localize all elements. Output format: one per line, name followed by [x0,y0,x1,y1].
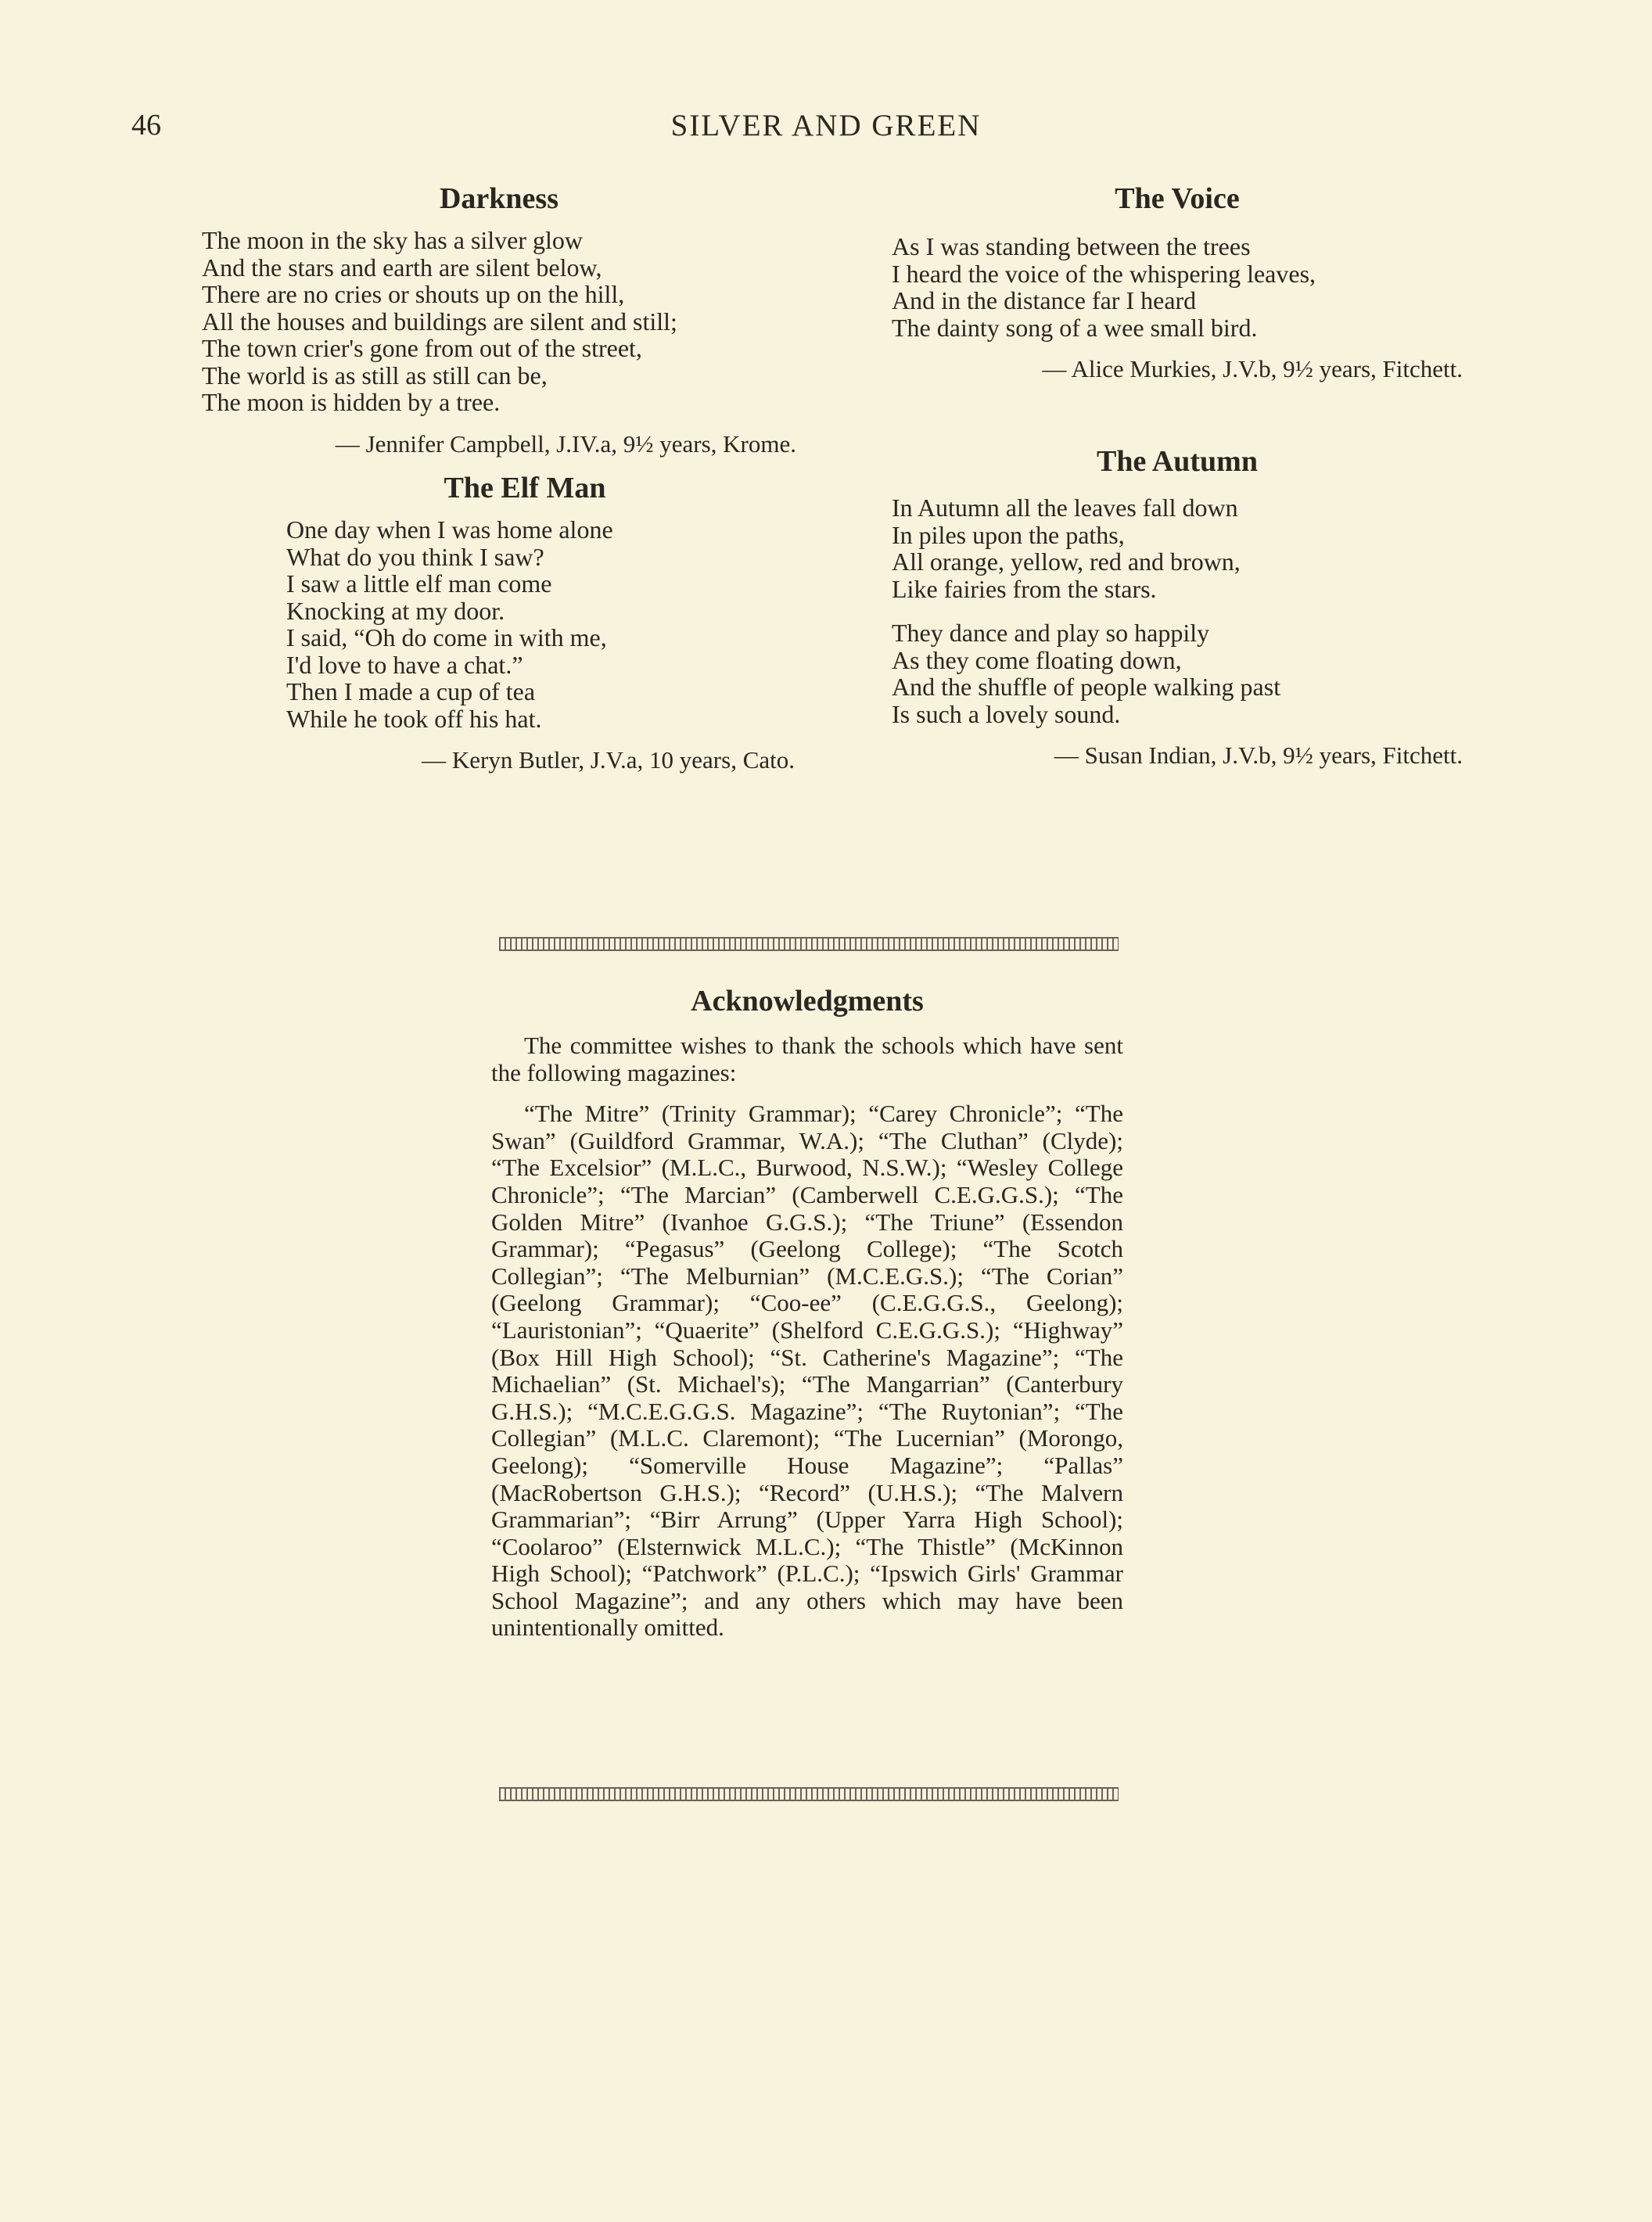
poem-title: Darkness [439,182,559,215]
poem-lines [286,516,795,732]
poem-title: The Autumn [1097,445,1258,478]
poem-lines [892,233,1463,341]
poem-credit: — Jennifer Campbell, J.IV.a, 9½ years, Krome. [335,429,796,458]
poem-line: Is such a lovely sound. [892,699,1121,728]
poem-line: And in the distance far I heard [892,286,1197,314]
poem-stanza [892,619,1463,727]
poem-line: I said, “Oh do come in with me, [286,623,607,652]
acknowledgments-intro: The committee wishes to thank the schools which have sent the following magazines: [491,1032,1123,1086]
poem-stanza [892,494,1463,602]
poem-line: As I was standing between the trees [892,232,1251,260]
poem-line: Knocking at my door. [286,596,505,625]
poem-line: The moon is hidden by a tree. [202,388,501,416]
poem-line: In piles upon the paths, [892,520,1125,549]
poem-line: And the stars and earth are silent below, [202,253,602,282]
poem-credit: — Susan Indian, J.V.b, 9½ years, Fitchett. [1054,741,1463,769]
poem-line: While he took off his hat. [286,704,542,733]
poem-title: The Elf Man [444,472,606,504]
poem-credit: — Alice Murkies, J.V.b, 9½ years, Fitchett. [1042,355,1463,382]
poem-line: There are no cries or shouts up on the hill, [202,280,625,308]
poem-line: What do you think I saw? [286,542,544,571]
poem-line: Then I made a cup of tea [286,677,536,705]
poem-darkness [202,181,796,458]
page-number: 46 [131,109,161,142]
ornamental-divider [499,937,1119,951]
poem-line: The world is as still as still can be, [202,361,548,389]
poem-lines [892,494,1463,727]
poem-line: The town crier's gone from out of the street, [202,334,642,362]
poem-line: And the shuffle of people walking past [892,673,1281,701]
poem-line: All orange, yellow, red and brown, [892,547,1241,576]
poem-line: The moon in the sky has a silver glow [202,226,584,254]
poem-the-voice [892,181,1463,383]
poem-line: I'd love to have a chat.” [286,650,523,679]
poem-the-autumn [892,444,1463,770]
poem-credit: — Keryn Butler, J.V.a, 10 years, Cato. [422,746,795,774]
poem-line: The dainty song of a wee small bird. [892,313,1258,342]
poem-elf-man [286,471,795,774]
poem-line: As they come floating down, [892,645,1182,674]
poem-line: I heard the voice of the whispering leaves, [892,259,1316,288]
poem-line: Like fairies from the stars. [892,574,1157,603]
poem-line: All the houses and buildings are silent and still; [202,307,677,336]
ornamental-divider [499,1787,1119,1801]
poem-line: In Autumn all the leaves fall down [892,494,1238,522]
poem-lines [202,227,796,416]
acknowledgments-title: Acknowledgments [691,985,924,1018]
poem-line: One day when I was home alone [286,515,613,544]
poem-line: They dance and play so happily [892,619,1210,647]
acknowledgments-section [491,984,1123,1656]
running-title: SILVER AND GREEN [670,109,982,142]
acknowledgments-magazine-list: “The Mitre” (Trinity Grammar); “Carey Chronicle”; “The Swan” (Guildford Grammar, W.A.); “The Cluthan” (Clyde); “The Excelsior” (M.L.C., Burwood, N.S.W.); “Wesley College Chronicle”; “The Marcian” (Camberwell C.E.G.G.S.); “The Golden Mitre” (Ivanhoe G.G.S.); “The Triune” (Essendon Grammar); “Pegasus” (Geelong College); “The Scotch Collegian”; “The Melburnian” (M.C.E.G.S.); “The Corian” (Geelong Grammar); “Coo-ee” (C.E.G.G.S., Geelong); “Lauristonian”; “Quaerite” (Shelford C.E.G.G.S.); “Highway” (Box Hill High School); “St. Catherine's Magazine”; “The Michaelian” (St. Michael's); “The Mangarrian” (Canterbury G.H.S.); “M.C.E.G.G.S. Magazine”; “The Ruytonian”; “The Collegian” (M.L.C. Claremont); “The Lucernian” (Morongo, Geelong); “Somerville House Magazine”; “Pallas” (MacRobertson G.H.S.); “Record” (U.H.S.); “The Malvern Grammarian”; “Birr Arrung” (Upper Yarra High School); “Coolaroo” (Elsternwick M.L.C.); “The Thistle” (McKinnon High School); “Patchwork” (P.L.C.); “Ipswich Girls' Grammar School Magazine”; and any others which may have been unintentionally omitted. [491,1100,1123,1642]
poem-line: I saw a little elf man come [286,569,552,598]
poem-title: The Voice [1115,182,1240,215]
